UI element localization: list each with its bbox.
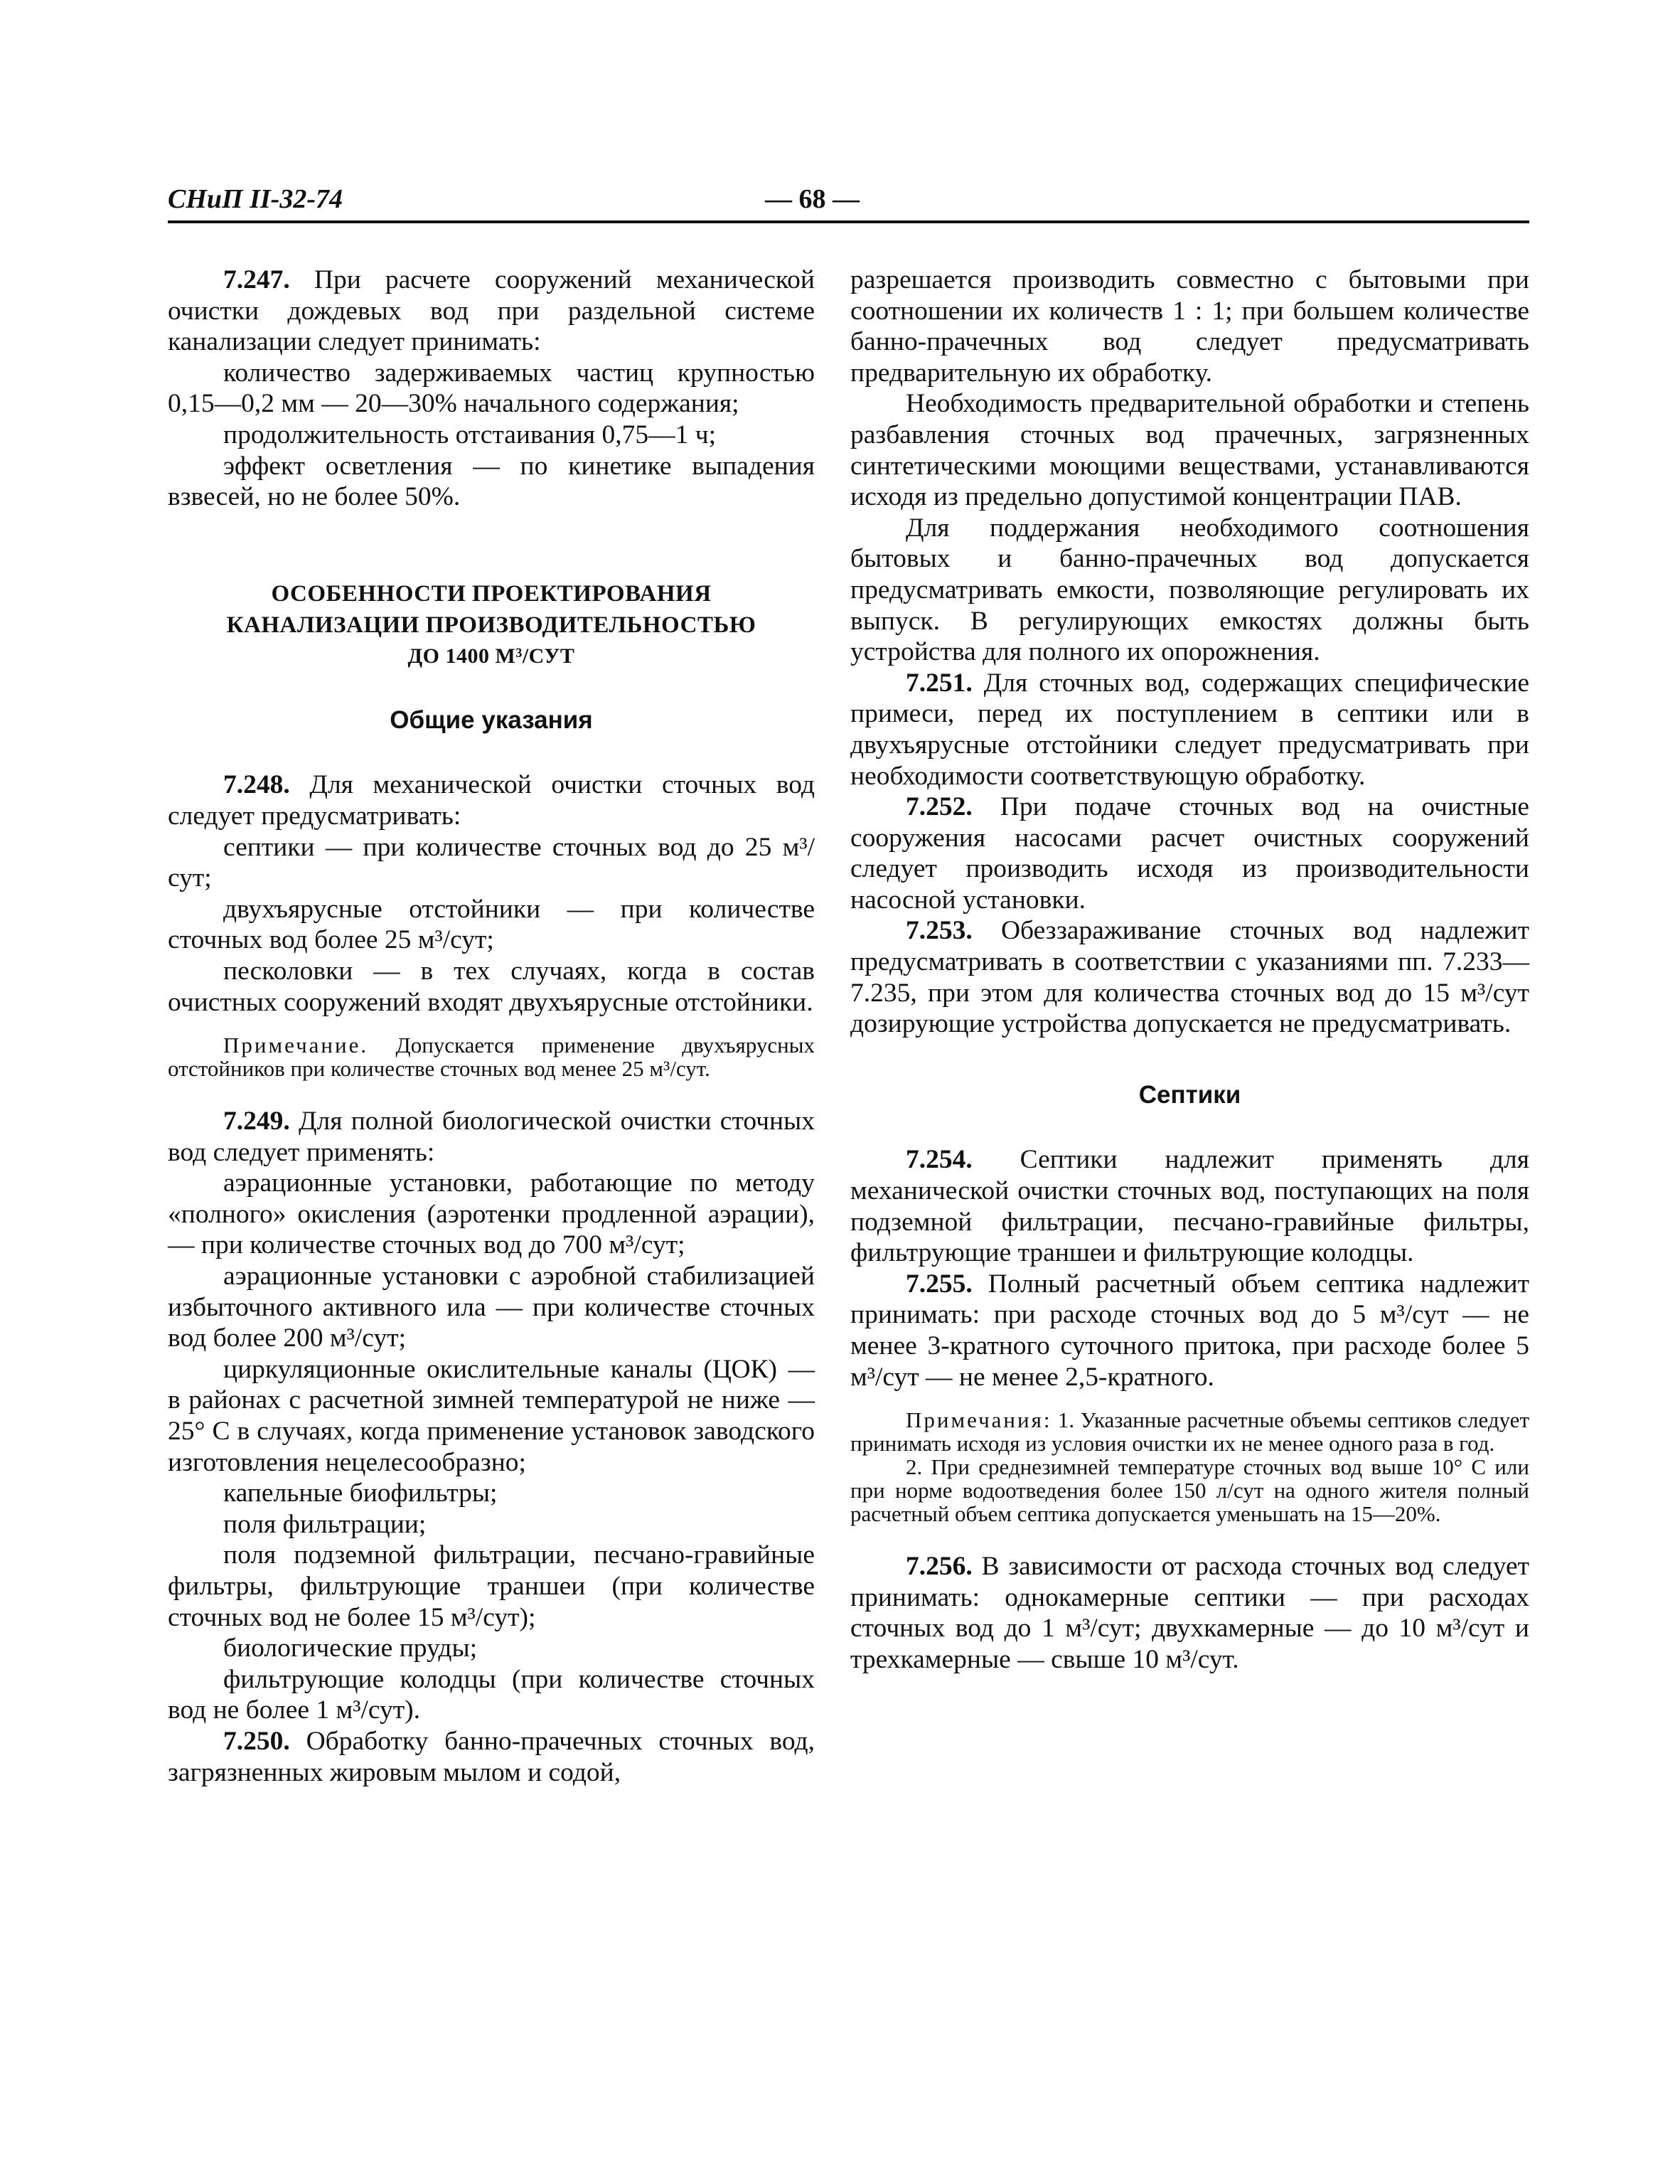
list-item: септики — при количестве сточных вод до 25 м³/сут;: [168, 832, 815, 893]
clause-7-252: [850, 792, 1529, 915]
list-item: аэрационные установки с аэробной стабилизацией избыточного активного ила — при количестве сточных вод более 200 м³/сут;: [168, 1262, 815, 1353]
section-heading: [168, 578, 815, 672]
clause-number: 7.251.: [906, 668, 973, 698]
clause-number: 7.253.: [906, 916, 973, 946]
note: [168, 1033, 815, 1080]
list-item: фильтрующие колодцы (при количестве сточных вод не более 1 м³/сут).: [168, 1664, 815, 1725]
note-text: Допускается применение двухъярусных отстойников при количестве сточных вод менее 25 м³/сут.: [168, 1033, 815, 1082]
clause-number: 7.247.: [223, 265, 290, 294]
list-item: двухъярусные отстойники — при количестве сточных вод более 25 м³/сут;: [168, 894, 815, 955]
list-item: циркуляционные окислительные каналы (ЦОК) — в районах с расчетной зимней температурой не ниже —25° С в случаях, когда применение установок заводского изготовления нецелесообразно;: [168, 1354, 815, 1477]
clause-number: 7.255.: [906, 1269, 973, 1299]
clause-7-256: [850, 1551, 1529, 1675]
subheading-general: Общие указания: [390, 705, 593, 734]
clause-number: 7.252.: [906, 792, 973, 822]
list-item: поля подземной фильтрации, песчано-гравийные фильтры, фильтрующие траншеи (при количестве сточных вод не более 15 м³/сут);: [168, 1540, 815, 1632]
clause-7-251: [850, 668, 1529, 792]
page-header: [168, 183, 1529, 219]
clause-text: При расчете сооружений механической очистки дождевых вод при раздельной системе канализации следует принимать:: [168, 265, 815, 357]
notes-label: Примечания:: [906, 1407, 1052, 1433]
notes: [850, 1408, 1529, 1455]
paragraph: Необходимость предварительной обработки и степень разбавления сточных вод прачечных, загрязненных синтетическими моющими веществами, устанавливаются исходя из предельно допустимой концентрации ПАВ.: [850, 389, 1529, 512]
list-item: поля фильтрации;: [223, 1509, 427, 1539]
clause-7-253: [850, 915, 1529, 1039]
document-code: СНиП II-32-74: [168, 184, 343, 214]
header-rule: [168, 220, 1529, 223]
page-number: — 68 —: [765, 184, 860, 214]
section-heading-line: КАНАЛИЗАЦИИ ПРОИЗВОДИТЕЛЬНОСТЬЮ: [226, 612, 756, 638]
list-item: аэрационные установки, работающие по методу «полного» окисления (аэротенки продленной аэрации), — при количестве сточных вод до 700 м³/сут;: [168, 1168, 815, 1260]
paragraph: Для поддержания необходимого соотношения бытовых и банно-прачечных вод допускается предусматривать емкости, позволяющие регулировать их выпуск. В регулирующих емкостях должны быть устройства для полного их опорожнения.: [850, 513, 1529, 667]
left-column: [168, 265, 815, 1788]
clause-text: В зависимости от расхода сточных вод следует принимать: однокамерные септики — при расходах сточных вод до 1 м³/сут; двухкамерные — до 10 м³/сут и трехкамерные — свыше 10 м³/сут.: [850, 1552, 1529, 1674]
note-2: 2. При среднезимней температуре сточных вод выше 10° С или при норме водоотведения более 150 л/сут на одного жителя полный расчетный объем септика допускается уменьшать на 15—20%.: [850, 1454, 1529, 1527]
section-heading-line: ОСОБЕННОСТИ ПРОЕКТИРОВАНИЯ: [271, 580, 712, 607]
clause-text: Для сточных вод, содержащих специфические примеси, перед их поступлением в септики или в двухъярусные отстойники следует предусматривать при необходимости соответствующую обработку.: [850, 668, 1529, 791]
clause-7-250-continued: разрешается производить совместно с бытовыми при соотношении их количеств 1 : 1; при большем количестве банно-прачечных вод следует предусматривать предварительную их обработку.: [850, 265, 1529, 388]
clause-7-250: [168, 1726, 815, 1788]
clause-text: Для механической очистки сточных вод следует предусматривать:: [168, 770, 815, 831]
clause-number: 7.250.: [223, 1726, 290, 1756]
list-item: эффект осветления — по кинетике выпадения взвесей, но не более 50%.: [168, 451, 815, 512]
subheading-septics: Септики: [1138, 1080, 1241, 1109]
clause-7-247: [168, 265, 815, 358]
clause-7-254: [850, 1144, 1529, 1268]
clause-number: 7.254.: [906, 1145, 973, 1175]
clause-7-255: [850, 1269, 1529, 1392]
list-item: продолжительность отстаивания 0,75—1 ч;: [223, 420, 717, 449]
clause-number: 7.249.: [223, 1107, 290, 1136]
right-column: [850, 265, 1529, 1676]
note-label: Примечание.: [223, 1033, 369, 1058]
list-item: количество задерживаемых частиц крупностью 0,15—0,2 мм — 20—30% начального содержания;: [168, 358, 815, 419]
clause-text: Полный расчетный объем септика надлежит принимать: при расходе сточных вод до 5 м³/сут — не менее 3-кратного суточного притока, при расходе более 5 м³/сут — не менее 2,5-кратного.: [850, 1269, 1529, 1392]
clause-number: 7.256.: [906, 1552, 973, 1582]
clause-7-248: [168, 769, 815, 831]
list-item: биологические пруды;: [223, 1634, 478, 1663]
clause-text: Обеззараживание сточных вод надлежит предусматривать в соответствии с указаниями пп. 7.233—7.235, при этом для количества сточных вод до 15 м³/сут дозирующие устройства допускается не предусматривать.: [850, 916, 1529, 1039]
clause-text: Обработку банно-прачечных сточных вод, загрязненных жировым мылом и содой,: [168, 1726, 815, 1787]
note-1: 1. Указанные расчетные объемы септиков следует принимать исходя из условия очистки их не менее одного раза в год.: [850, 1407, 1529, 1456]
list-item: песколовки — в тех случаях, когда в состав очистных сооружений входят двухъярусные отстойники.: [168, 956, 815, 1017]
clause-text: Септики надлежит применять для механической очистки сточных вод, поступающих на поля подземной фильтрации, песчано-гравийные фильтры, фильтрующие траншеи и фильтрующие колодцы.: [850, 1145, 1529, 1268]
clause-7-249: [168, 1106, 815, 1168]
section-heading-line: ДО 1400 М³/СУТ: [407, 644, 575, 668]
clause-text: Для полной биологической очистки сточных вод следует применять:: [168, 1107, 815, 1167]
clause-text: При подаче сточных вод на очистные сооружения насосами расчет очистных сооружений следует производить исходя из производительности насосной установки.: [850, 792, 1529, 915]
clause-number: 7.248.: [223, 770, 290, 800]
list-item: капельные биофильтры;: [223, 1479, 498, 1508]
